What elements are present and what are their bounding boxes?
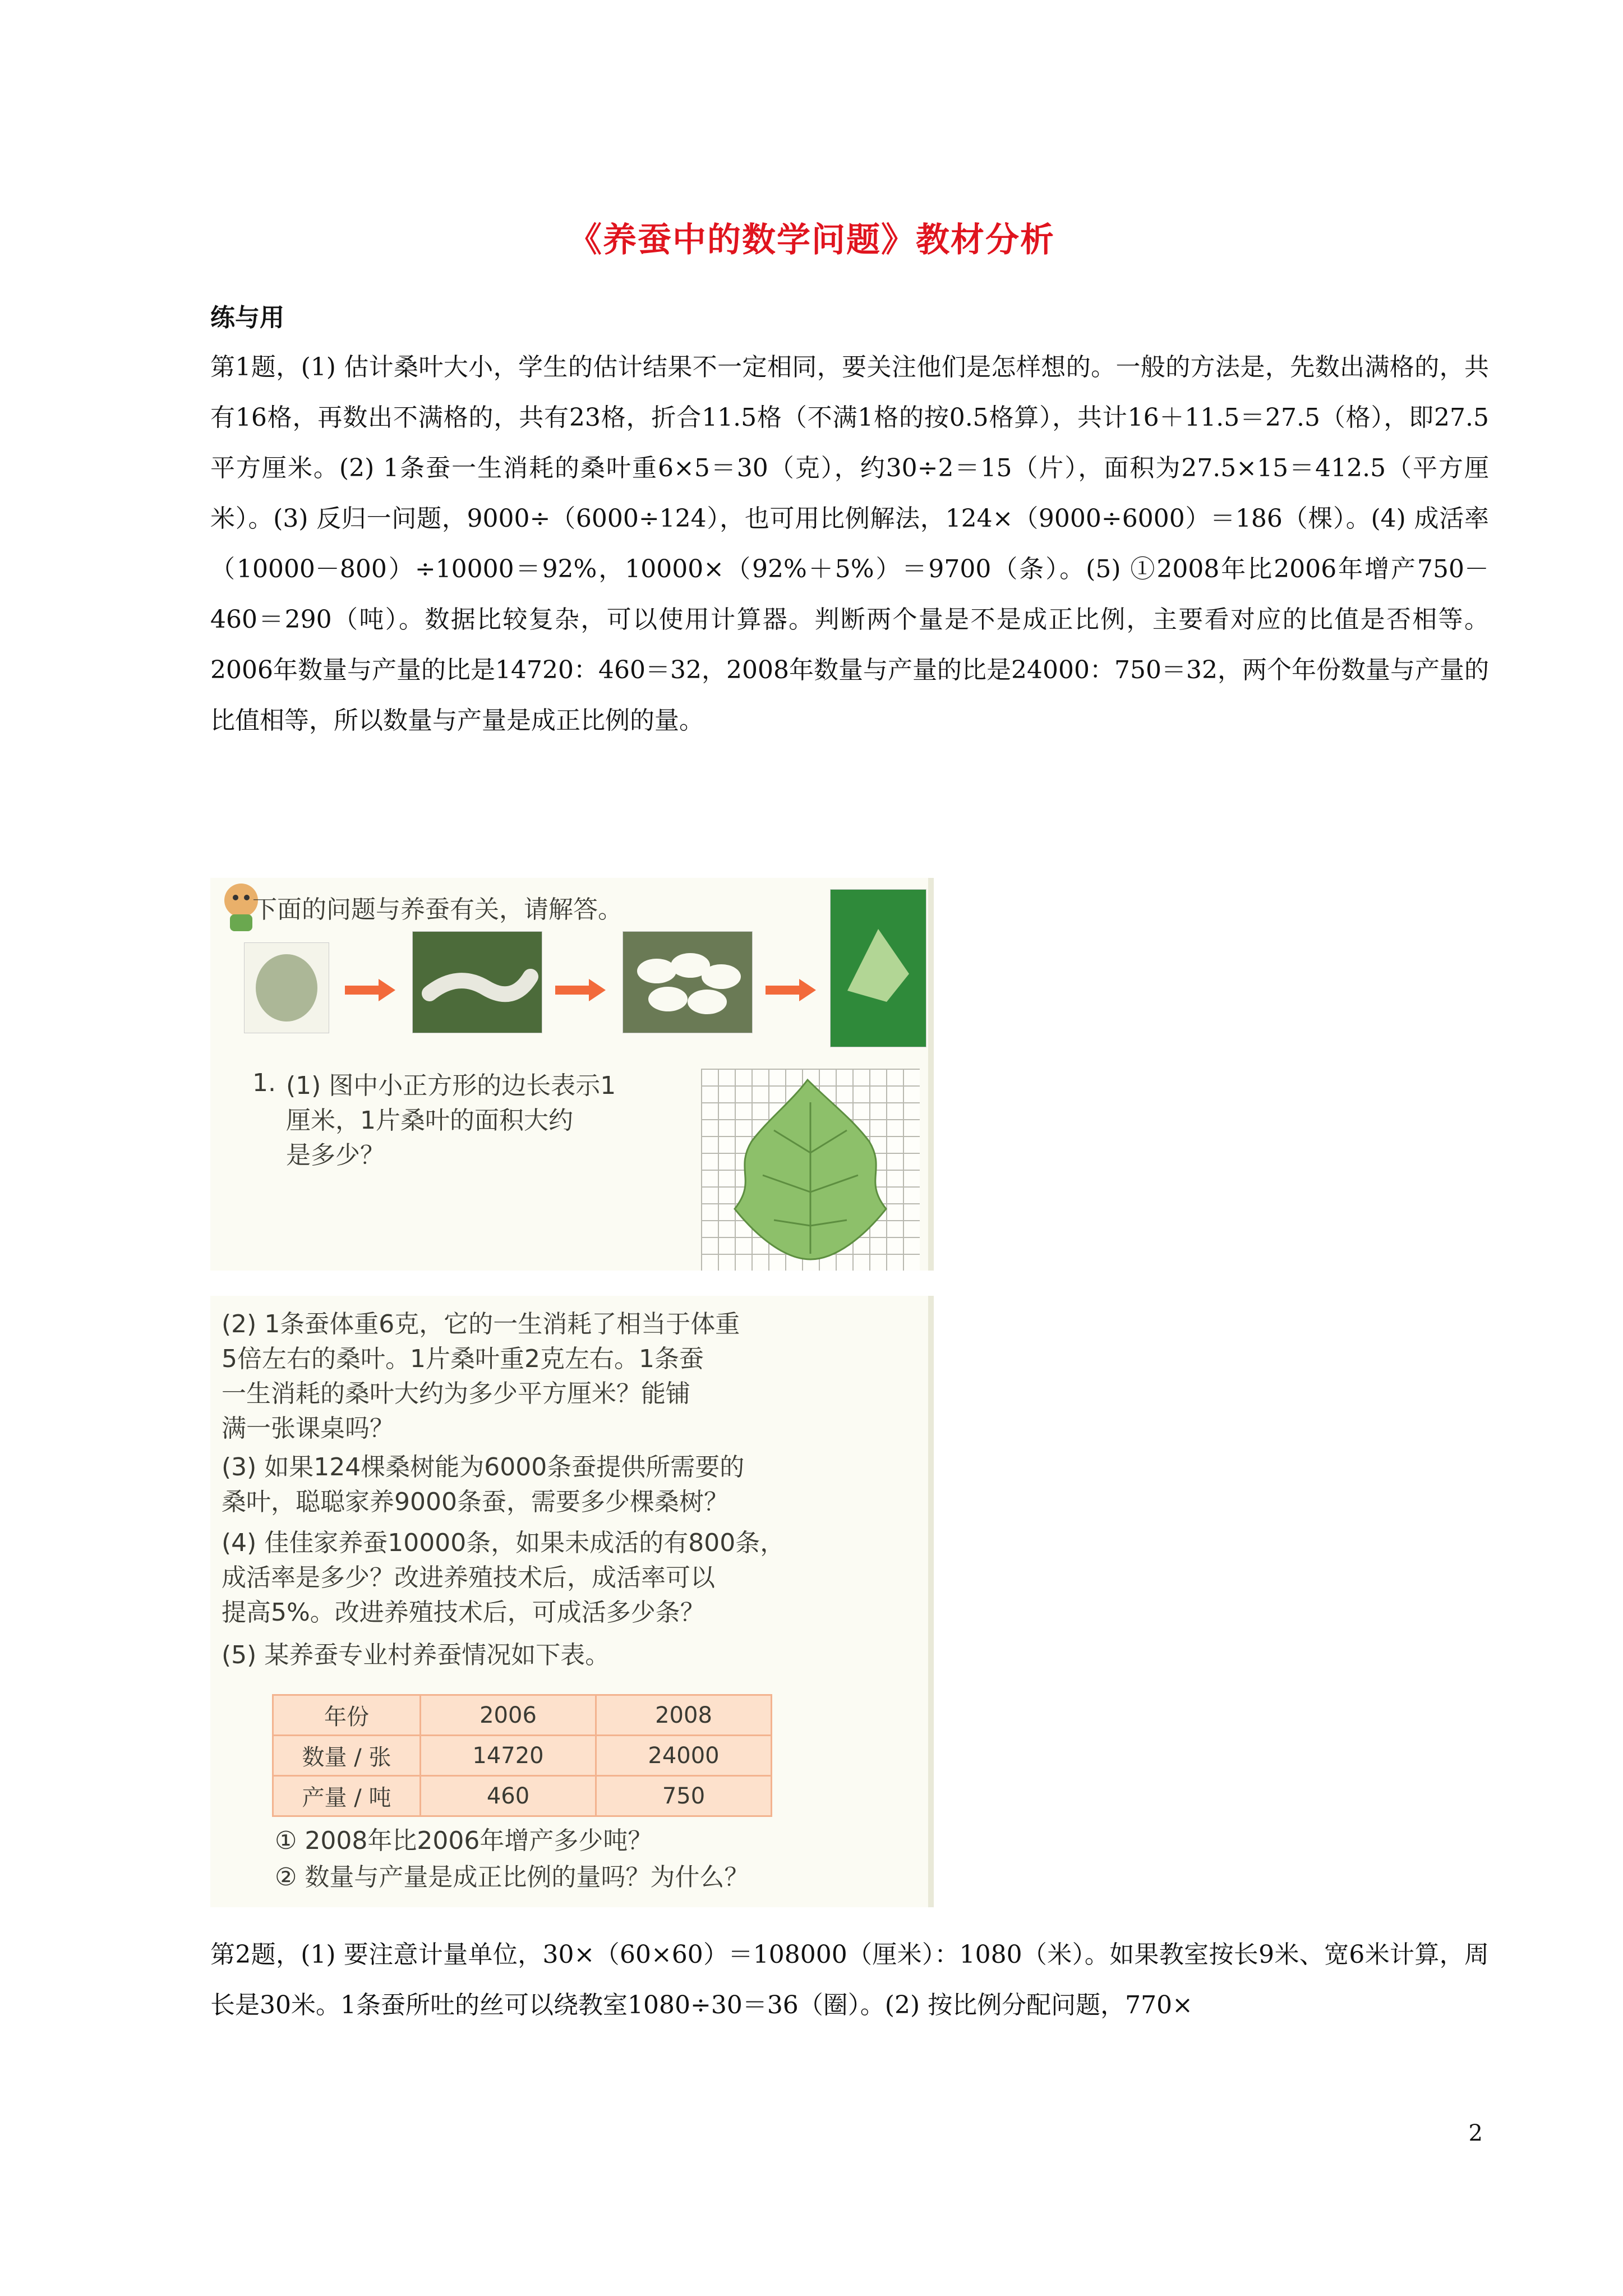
question-1-4: (4) 佳佳家养蚕10000条，如果未成活的有800条， 成活率是多少？改进养殖技术后，成活率可以 提高5%。改进养殖技术后，可成活多少条？ [222, 1529, 785, 1627]
mulberry-leaf-icon [701, 1069, 920, 1271]
silkworm-image [412, 931, 542, 1033]
question-number: 1. [252, 1069, 276, 1097]
table-cell: 2006 [421, 1695, 596, 1736]
sub-question-2: ② 数量与产量是成正比例的量吗？为什么？ [275, 1863, 749, 1892]
table-cell: 14720 [421, 1736, 596, 1776]
arrow-icon [555, 979, 606, 1001]
arrow-icon [766, 979, 816, 1001]
paragraph-question-2: 第2题，(1) 要注意计量单位，30×（60×60）＝108000（厘米）：1080（米）。如果教室按长9米、宽6米计算，周长是30米。1条蚕所吐的丝可以绕教室1080÷30＝36（圈）。(2) 按比例分配问题，770× [210, 1940, 1489, 2019]
table-header-row [273, 1695, 772, 1736]
paragraph-question-1: 第1题，(1) 估计桑叶大小，学生的估计结果不一定相同，要关注他们是怎样想的。一般的方法是，先数出满格的，共有16格，再数出不满格的，共有23格，折合11.5格（不满1格的按0.5格算），共计16＋11.5＝27.5（格），即27.5平方厘米。(2) 1条蚕一生消耗的桑叶重6×5＝30（克），约30÷2＝15（片），面积为27.5×15＝412.5（平方厘米）。(3) 反归一问题，9000÷（6000÷124），也可用比例解法，124×（9000÷6000）＝186（棵）。(4) 成活率（10000－800）÷10000＝92%，10000×（92%＋5%）＝9700（条）。(5) ①2008年比2006年增产750－460＝290（吨）。数据比较复杂，可以使用计算器。判断两个量是不是成正比例，主要看对应的比值是否相等。2006年数量与产量的比是14720：460＝32，2008年数量与产量的比是24000：750＝32，两个年份数量与产量的比值相等，所以数量与产量是成正比例的量。 [210, 353, 1489, 735]
section-heading: 练与用 [210, 303, 284, 332]
textbook-image-part1 [210, 878, 934, 1271]
table-cell: 数量 / 张 [273, 1736, 421, 1776]
table-cell: 产量 / 吨 [273, 1776, 421, 1816]
table-cell: 年份 [273, 1695, 421, 1736]
silkworm-eggs-image [244, 942, 329, 1033]
table-row [273, 1736, 772, 1776]
textbook-image-part2 [210, 1296, 934, 1907]
table-cell: 750 [596, 1776, 772, 1816]
page-number: 2 [1468, 2120, 1483, 2146]
table-cell: 24000 [596, 1736, 772, 1776]
arrow-icon [345, 979, 395, 1001]
question-1-2: (2) 1条蚕体重6克，它的一生消耗了相当于体重 5倍左右的桑叶。1片桑叶重2克左右。1条蚕 一生消耗的桑叶大约为多少平方厘米？能铺 满一张课桌吗？ [222, 1310, 740, 1443]
page-title: 《养蚕中的数学问题》教材分析 [568, 220, 1055, 260]
table-cell: 2008 [596, 1695, 772, 1736]
textbook-intro: 下面的问题与养蚕有关，请解答。 [252, 895, 623, 924]
leaf-grid [701, 1069, 920, 1271]
table-cell: 460 [421, 1776, 596, 1816]
cocoons-image [623, 931, 753, 1033]
moth-image [830, 889, 926, 1047]
table-row [273, 1776, 772, 1816]
silkworm-data-table [272, 1694, 772, 1817]
question-1-3: (3) 如果124棵桑树能为6000条蚕提供所需要的 桑叶，聪聪家养9000条蚕，需要多少棵桑树？ [222, 1453, 745, 1516]
sub-question-1: ① 2008年比2006年增产多少吨？ [275, 1826, 653, 1855]
question-1-5: (5) 某养蚕专业村养蚕情况如下表。 [222, 1641, 610, 1669]
question-1-1: (1) 图中小正方形的边长表示1 厘米，1片桑叶的面积大约 是多少？ [286, 1071, 616, 1170]
